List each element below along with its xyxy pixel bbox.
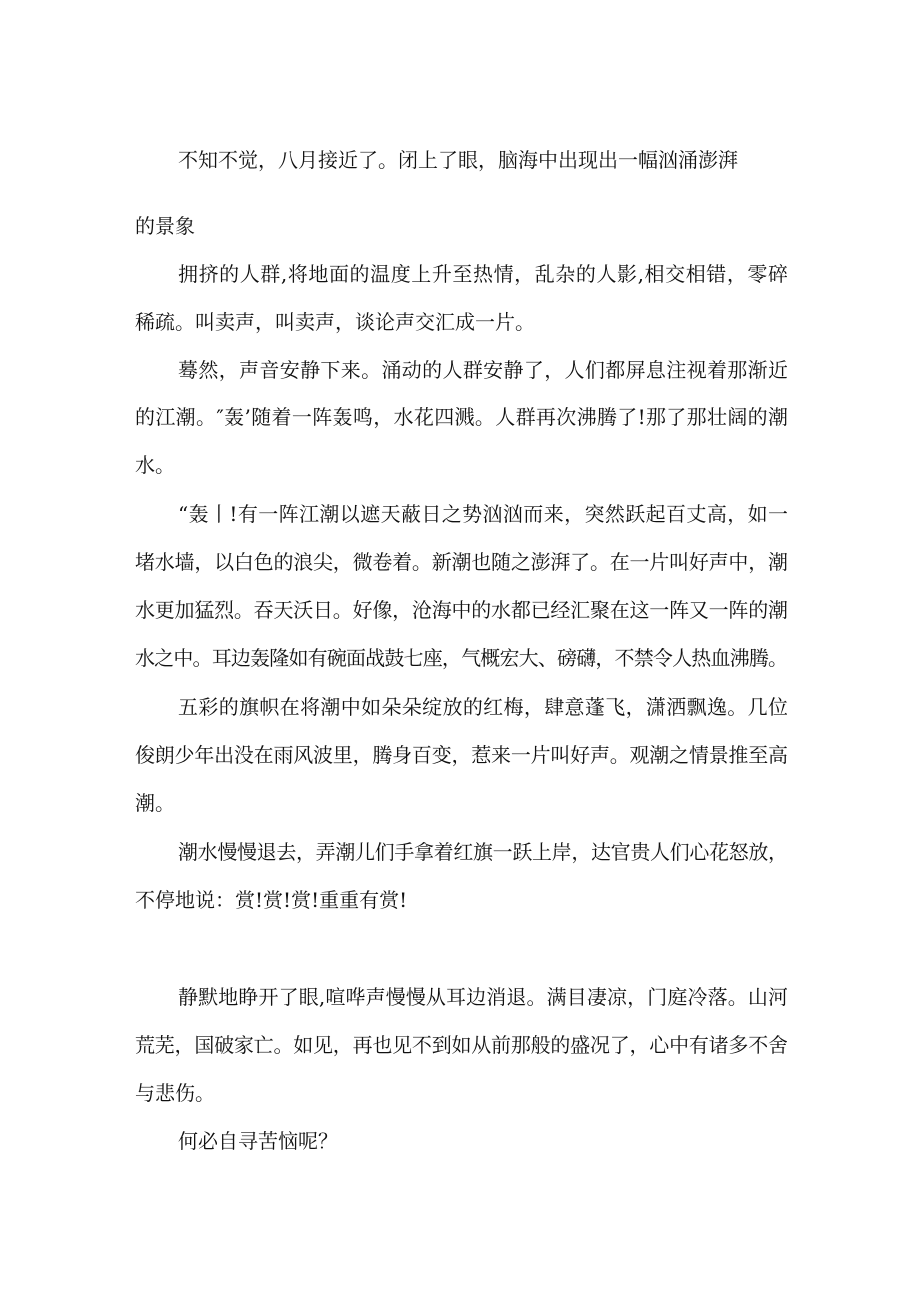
text-line: 稀疏。叫卖声，叫卖声，谈论声交汇成一片。 (135, 310, 535, 334)
text-line: 静默地睁开了眼,喧哗声慢慢从耳边消退。满目凄凉，门庭冷落。山河 (178, 985, 787, 1009)
text-line: 五彩的旗帜在将潮中如朵朵绽放的红梅，肆意蓬飞，潇洒飘逸。几位 (178, 695, 787, 719)
text-line: 的江潮。″轰’随着一阵轰鸣，水花四溅。人群再次沸腾了!那了那壮阔的潮 (135, 405, 787, 429)
text-line: 不停地说：赏!赏!赏!重重有赏! (135, 888, 408, 912)
text-line: 潮。 (135, 791, 175, 815)
text-line: 拥挤的人群,将地面的温度上升至热情，乱杂的人影,相交相错，零碎 (178, 262, 787, 286)
text-line: 水。 (135, 453, 175, 477)
text-line: 荒芜，国破家亡。如见，再也见不到如从前那般的盛况了，心中有诸多不舍 (135, 1033, 787, 1057)
text-line: 与悲伤。 (135, 1081, 215, 1105)
text-line: 俊朗少年出没在雨风波里，腾身百变，惹来一片叫好声。观潮之情景推至高 (135, 743, 787, 767)
text-line: 的景象 (135, 214, 195, 238)
text-line: 蓦然，声音安静下来。涌动的人群安静了，人们都屏息注视着那渐近 (178, 358, 787, 382)
text-line: 不知不觉，八月接近了。闭上了眼，脑海中出现出一幅汹涌澎湃 (178, 148, 738, 172)
text-line: 何必自寻苦恼呢？ (178, 1129, 338, 1153)
text-line: “轰丨!有一阵江潮以遮天蔽日之势汹汹而来，突然跃起百丈高，如一 (178, 502, 787, 526)
text-line: 潮水慢慢退去，弄潮儿们手拿着红旗一跃上岸，达官贵人们心花怒放， (178, 840, 787, 864)
text-line: 堵水墙，以白色的浪尖，微卷着。新潮也随之澎湃了。在一片叫好声中，潮 (135, 550, 787, 574)
text-line: 水更加猛烈。吞天沃日。好像，沧海中的水都已经汇聚在这一阵又一阵的潮 (135, 598, 787, 622)
text-line: 水之中。耳边轰隆如有碗面战鼓七座，气概宏大、磅礴，不禁令人热血沸腾。 (135, 646, 787, 670)
